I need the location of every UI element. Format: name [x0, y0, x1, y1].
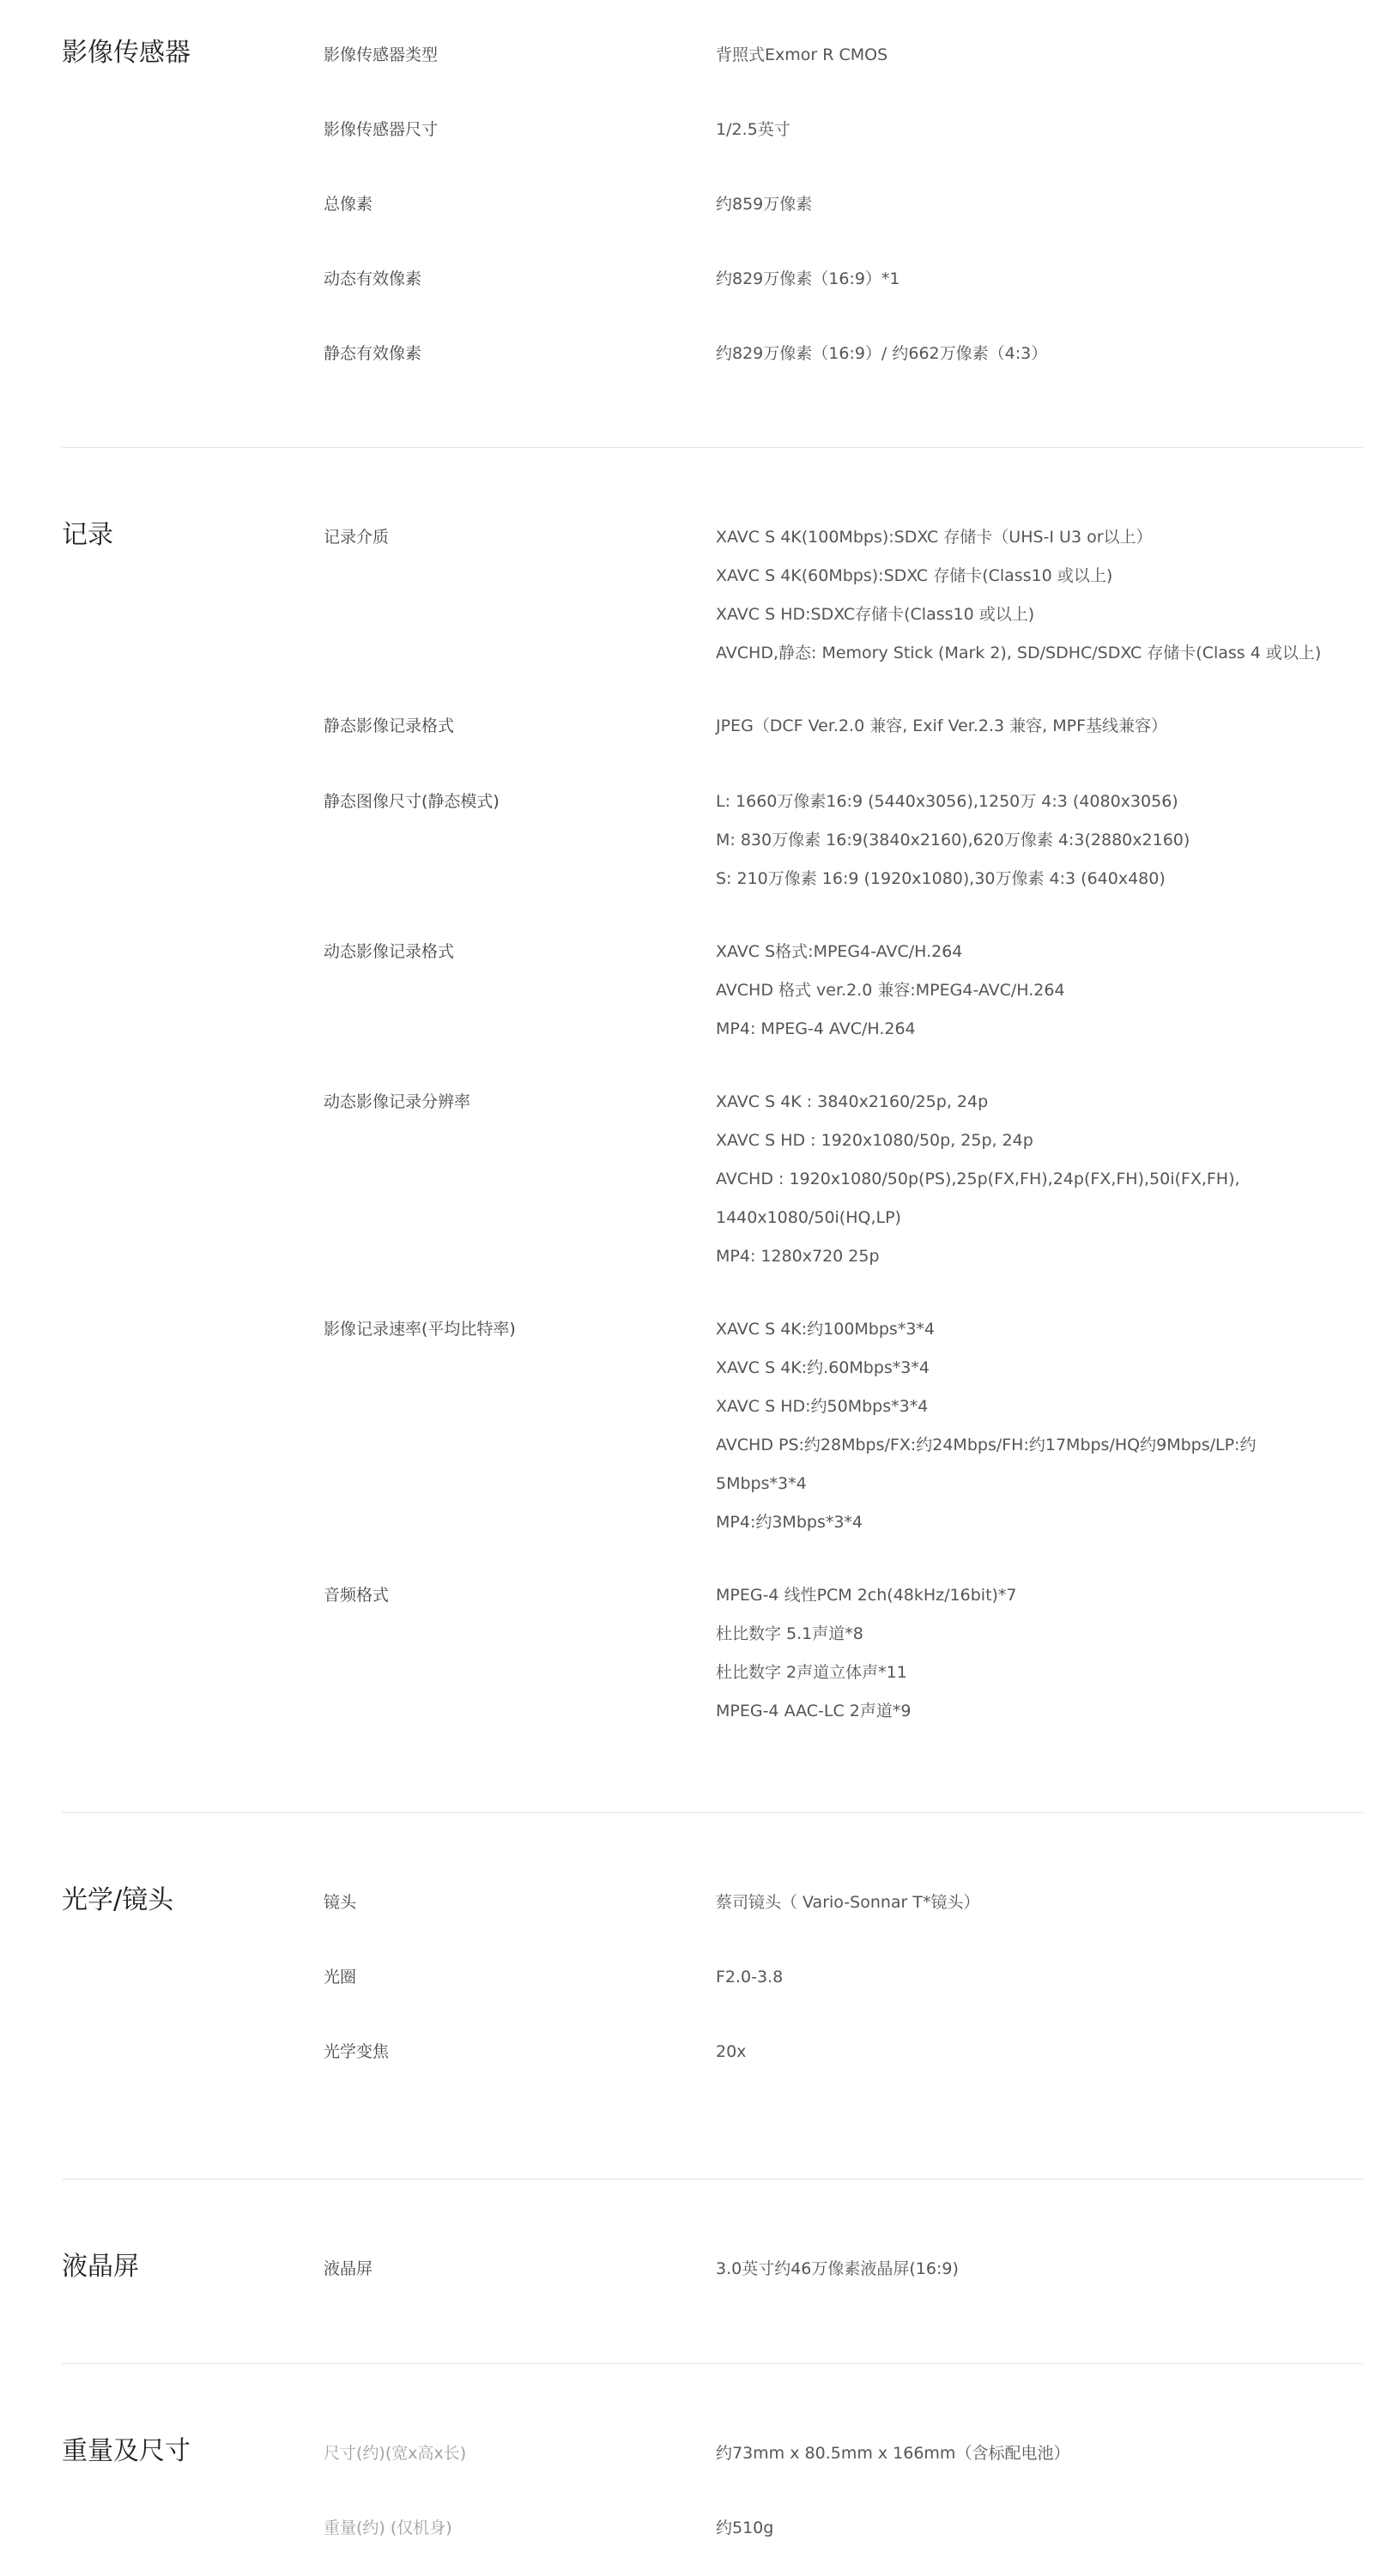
spec-value: M: 830万像素 16:9(3840x2160),620万像素 4:3(2880x2160): [716, 831, 1190, 850]
spec-value: 1440x1080/50i(HQ,LP): [716, 1208, 901, 1227]
section-title: 液晶屏: [62, 2252, 139, 2282]
spec-values: [716, 2509, 1363, 2548]
spec-values: [716, 335, 1363, 373]
spec-label: 影像传感器类型: [324, 45, 439, 64]
spec-values: [716, 1310, 1363, 1542]
spec-row: [62, 1310, 1363, 1542]
spec-value: XAVC S 4K:约100Mbps*3*4: [716, 1320, 936, 1339]
spec-value: 约510g: [716, 2519, 774, 2537]
spec-value: XAVC S 4K(100Mbps):SDXC 存储卡（UHS-I U3 or以上）: [716, 528, 1153, 547]
spec-rows: [62, 2250, 1363, 2289]
spec-values: [716, 707, 1363, 746]
spec-section-weight-dimensions: [62, 2364, 1363, 2576]
spec-label: 影像传感器尺寸: [324, 120, 439, 139]
spec-row: [62, 260, 1363, 299]
spec-value: JPEG（DCF Ver.2.0 兼容, Exif Ver.2.3 兼容, MPF基线兼容）: [716, 717, 1167, 735]
spec-value: XAVC S 4K : 3840x2160/25p, 24p: [716, 1092, 989, 1111]
spec-row: [62, 933, 1363, 1049]
spec-section-recording: [62, 448, 1363, 1813]
spec-label: 静态图像尺寸(静态模式): [324, 792, 500, 811]
spec-value: 20x: [716, 2042, 747, 2061]
spec-label: 音频格式: [324, 1586, 390, 1605]
section-title: 光学/镜头: [62, 1885, 174, 1915]
spec-row: [62, 783, 1363, 898]
spec-label: 尺寸(约)(宽x高x长): [324, 2444, 467, 2463]
spec-value: 杜比数字 2声道立体声*11: [716, 1663, 907, 1682]
spec-value: XAVC S HD : 1920x1080/50p, 25p, 24p: [716, 1131, 1033, 1150]
spec-value: 背照式Exmor R CMOS: [716, 45, 888, 64]
spec-value: MP4: MPEG-4 AVC/H.264: [716, 1019, 916, 1038]
spec-row: [62, 335, 1363, 373]
spec-value: 约829万像素（16:9）*1: [716, 269, 900, 288]
spec-label: 镜头: [324, 1893, 357, 1912]
spec-label: 总像素: [324, 195, 373, 214]
spec-row: [62, 185, 1363, 224]
spec-row: [62, 111, 1363, 149]
spec-section-lcd: [62, 2180, 1363, 2364]
spec-row: [62, 36, 1363, 75]
spec-label: 光圈: [324, 1968, 357, 1986]
spec-value: XAVC S格式:MPEG4-AVC/H.264: [716, 942, 963, 961]
spec-value: MP4:约3Mbps*3*4: [716, 1513, 863, 1532]
spec-value: MP4: 1280x720 25p: [716, 1247, 880, 1266]
spec-value: AVCHD 格式 ver.2.0 兼容:MPEG4-AVC/H.264: [716, 981, 1065, 1000]
spec-row: [62, 2509, 1363, 2548]
spec-label: 影像记录速率(平均比特率): [324, 1320, 516, 1339]
spec-values: [716, 1884, 1363, 1922]
spec-label: 静态有效像素: [324, 344, 422, 363]
spec-value: 约829万像素（16:9）/ 约662万像素（4:3）: [716, 344, 1048, 363]
spec-label: 动态影像记录分辨率: [324, 1092, 471, 1111]
spec-value: 约859万像素: [716, 195, 813, 214]
spec-values: [716, 111, 1363, 149]
spec-value: XAVC S 4K(60Mbps):SDXC 存储卡(Class10 或以上): [716, 566, 1113, 585]
section-title: 重量及尺寸: [62, 2436, 191, 2466]
spec-values: [716, 1958, 1363, 1997]
spec-row: [62, 1576, 1363, 1731]
spec-values: [716, 933, 1363, 1049]
spec-section-optics-lens: [62, 1813, 1363, 2180]
section-title: 影像传感器: [62, 38, 191, 68]
spec-values: [716, 518, 1363, 673]
spec-row: [62, 1884, 1363, 1922]
spec-values: [716, 185, 1363, 224]
spec-label: 动态影像记录格式: [324, 942, 455, 961]
spec-value: F2.0-3.8: [716, 1968, 784, 1986]
spec-value: AVCHD PS:约28Mbps/FX:约24Mbps/FH:约17Mbps/HQ约9Mbps/LP:约: [716, 1436, 1257, 1454]
spec-rows: [62, 518, 1363, 1731]
spec-value: AVCHD,静态: Memory Stick (Mark 2), SD/SDHC/SDXC 存储卡(Class 4 或以上): [716, 644, 1322, 662]
spec-label: 静态影像记录格式: [324, 717, 455, 735]
spec-value: MPEG-4 AAC-LC 2声道*9: [716, 1702, 912, 1720]
spec-value: MPEG-4 线性PCM 2ch(48kHz/16bit)*7: [716, 1586, 1017, 1605]
spec-rows: [62, 1884, 1363, 2071]
spec-value: L: 1660万像素16:9 (5440x3056),1250万 4:3 (4080x3056): [716, 792, 1178, 811]
spec-value: 约73mm x 80.5mm x 166mm（含标配电池）: [716, 2444, 1070, 2463]
spec-label: 记录介质: [324, 528, 390, 547]
spec-label: 光学变焦: [324, 2042, 390, 2061]
spec-values: [716, 783, 1363, 898]
spec-values: [716, 260, 1363, 299]
spec-values: [716, 1576, 1363, 1731]
spec-values: [716, 2434, 1363, 2473]
spec-label: 重量(约) (仅机身): [324, 2519, 452, 2537]
spec-value: XAVC S 4K:约.60Mbps*3*4: [716, 1358, 930, 1377]
spec-section-image-sensor: [62, 0, 1363, 448]
spec-row: [62, 707, 1363, 746]
spec-row: [62, 2250, 1363, 2289]
spec-value: XAVC S HD:约50Mbps*3*4: [716, 1397, 929, 1416]
spec-value: 蔡司镜头（ Vario-Sonnar T*镜头）: [716, 1893, 980, 1912]
spec-row: [62, 2434, 1363, 2473]
spec-rows: [62, 36, 1363, 373]
spec-row: [62, 1083, 1363, 1276]
spec-rows: [62, 2434, 1363, 2548]
spec-row: [62, 518, 1363, 673]
spec-values: [716, 2033, 1363, 2071]
spec-row: [62, 1958, 1363, 1997]
spec-label: 动态有效像素: [324, 269, 422, 288]
spec-value: S: 210万像素 16:9 (1920x1080),30万像素 4:3 (640x480): [716, 869, 1166, 888]
spec-value: 1/2.5英寸: [716, 120, 790, 139]
spec-values: [716, 36, 1363, 75]
spec-values: [716, 1083, 1363, 1276]
spec-row: [62, 2033, 1363, 2071]
spec-value: 3.0英寸约46万像素液晶屏(16:9): [716, 2259, 959, 2278]
spec-values: [716, 2250, 1363, 2289]
spec-value: AVCHD : 1920x1080/50p(PS),25p(FX,FH),24p(FX,FH),50i(FX,FH),: [716, 1170, 1240, 1188]
spec-value: 杜比数字 5.1声道*8: [716, 1624, 863, 1643]
spec-value: 5Mbps*3*4: [716, 1474, 807, 1493]
spec-label: 液晶屏: [324, 2259, 373, 2278]
section-title: 记录: [62, 520, 113, 550]
spec-value: XAVC S HD:SDXC存储卡(Class10 或以上): [716, 605, 1035, 624]
